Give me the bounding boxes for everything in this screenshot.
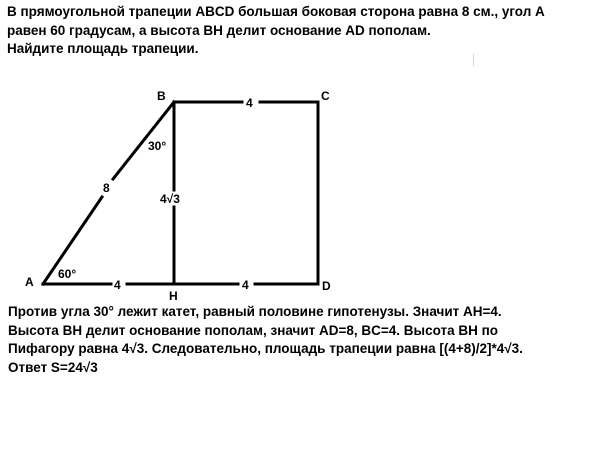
vertex-label-a: A	[25, 275, 34, 289]
problem-line: равен 60 градусам, а высота BH делит основание AD пополам.	[7, 22, 431, 38]
solution-line: Пифагору равна 4√3. Следовательно, площадь трапеции равна [(4+8)/2]*4√3.	[8, 341, 523, 357]
angle-label-a: 60°	[58, 267, 77, 281]
angle-label-b: 30°	[148, 139, 167, 153]
length-label-bc: 4	[246, 96, 253, 110]
vertex-label-c: C	[321, 89, 330, 103]
solution-line: Высота BH делит основание пополам, значит AD=8, BC=4. Высота BH по	[8, 322, 499, 338]
solution-line: Против угла 30° лежит катет, равный половине гипотенузы. Значит АН=4.	[8, 304, 502, 319]
solution-text	[8, 303, 593, 377]
solution-answer: Ответ S=24√3	[8, 359, 98, 375]
length-label-ab: 8	[103, 181, 110, 195]
length-label-ah: 4	[114, 278, 121, 292]
problem-line: В прямоугольной трапеции ABCD большая боковая сторона равна 8 см., угол А	[7, 4, 545, 19]
problem-line: Найдите площадь трапеции.	[7, 41, 199, 56]
length-label-bh: 4√3	[160, 192, 180, 206]
vertex-label-b: B	[157, 89, 166, 103]
vertex-label-h: H	[169, 289, 178, 303]
length-label-hd: 4	[242, 278, 249, 292]
vertex-label-d: D	[322, 279, 331, 293]
